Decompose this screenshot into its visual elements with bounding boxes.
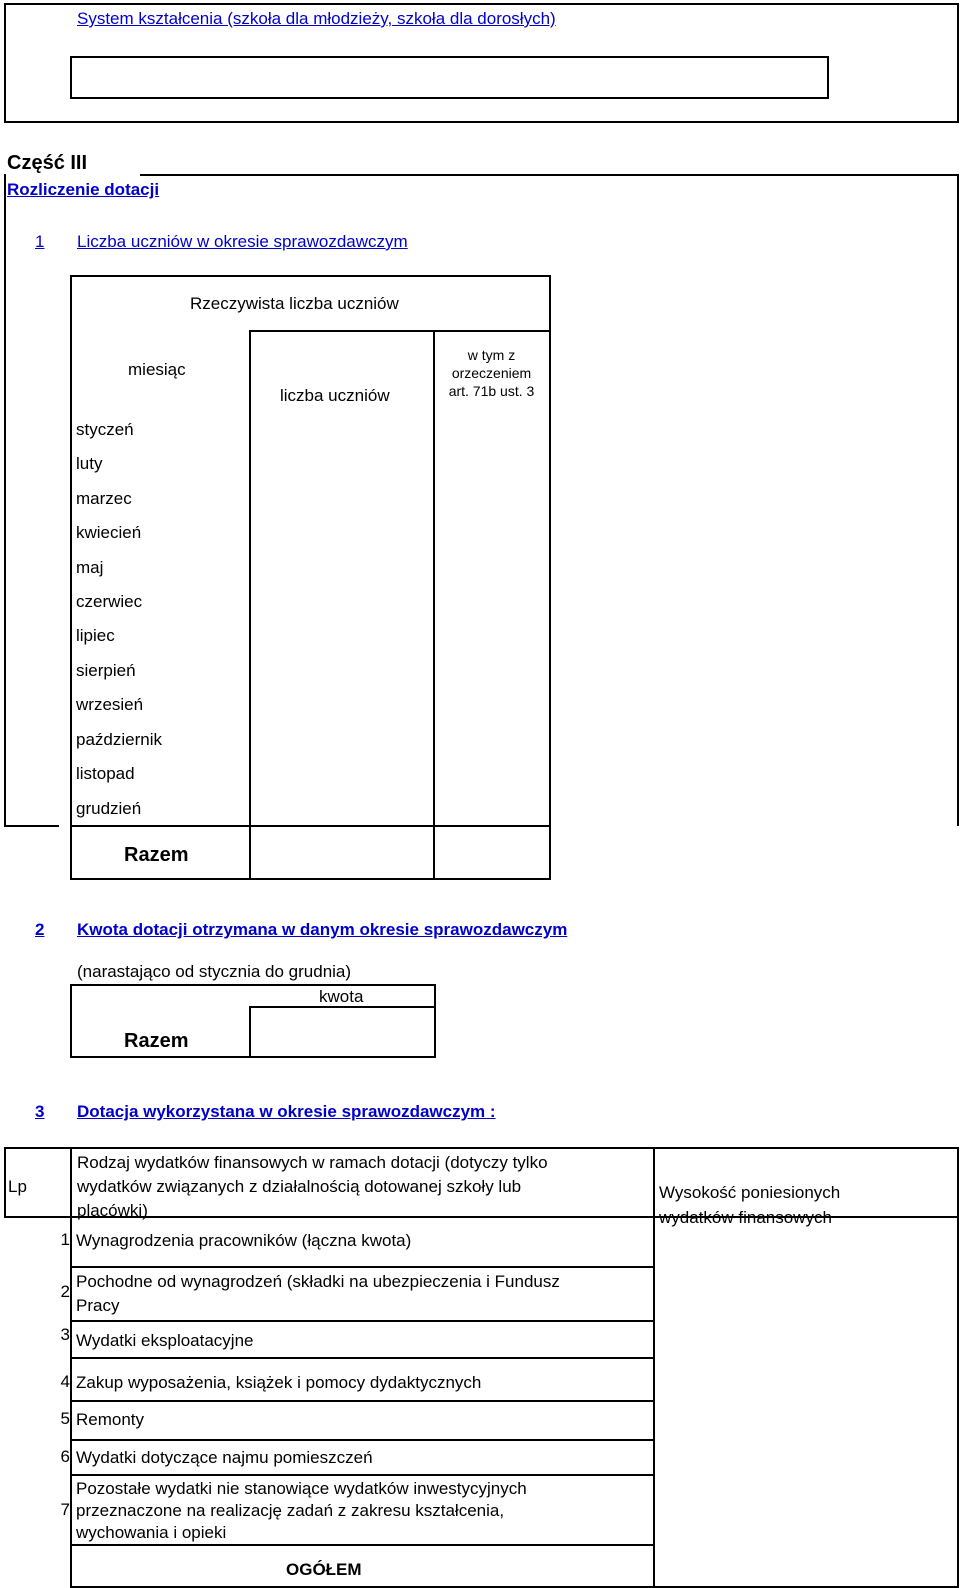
expense-lp: 1 — [60, 1230, 70, 1249]
s3-amount-right — [957, 1216, 959, 1588]
month-row: grudzień — [76, 799, 142, 818]
s3-col-lp: Lp — [8, 1177, 27, 1196]
s1-header-bottom — [70, 825, 551, 827]
s3-table-top — [4, 1147, 959, 1149]
section3-number: 3 — [35, 1102, 45, 1121]
section3-title: Dotacja wykorzystana w okresie sprawozdawczym : — [77, 1102, 496, 1121]
s3-table-left — [4, 1147, 6, 1218]
s1-col-month-divider — [249, 330, 251, 879]
s3-col-type — [77, 1151, 548, 1223]
month-row: luty — [76, 454, 103, 473]
expense-label-line: przeznaczone na realizację zadań z zakresu kształcenia, — [76, 1501, 505, 1520]
s3-row-line — [70, 1544, 655, 1546]
s2-table-top — [70, 984, 436, 986]
s3-row-line — [70, 1400, 655, 1402]
s1-col-special-line-2: orzeczeniem — [451, 365, 532, 381]
s1-col-count-divider — [433, 330, 435, 879]
s2-table-right — [434, 984, 436, 1058]
s3-col-type-line-2: wydatków związanych z działalnością dotowanej szkoły lub — [77, 1177, 522, 1196]
expense-label-line: Zakup wyposażenia, książek i pomocy dydaktycznych — [76, 1373, 482, 1392]
part-title: Część III — [7, 152, 88, 174]
expense-lp: 2 — [60, 1282, 70, 1301]
system-label: System kształcenia (szkoła dla młodzieży, szkoła dla dorosłych) — [77, 9, 556, 28]
s3-row-line — [70, 1474, 655, 1476]
part-frame-right — [957, 174, 959, 826]
s3-col-amount — [659, 1180, 840, 1230]
s1-col-month: miesiąc — [128, 360, 186, 379]
s2-table-left — [70, 984, 72, 1058]
s3-total-left — [70, 1544, 72, 1588]
s3-col-type-line-3: placówki) — [77, 1201, 148, 1220]
month-row: lipiec — [76, 626, 115, 645]
s3-row-line — [70, 1439, 655, 1441]
expense-label — [76, 1270, 560, 1318]
expense-lp: 3 — [60, 1325, 70, 1344]
s2-total-amount-field[interactable] — [251, 1008, 434, 1056]
s2-col-amount: kwota — [319, 987, 364, 1006]
s1-header-group: Rzeczywista liczba uczniów — [190, 294, 399, 313]
expense-label-line: Wydatki eksploatacyjne — [76, 1331, 254, 1350]
expense-label — [76, 1447, 373, 1468]
month-row: październik — [76, 730, 162, 749]
s2-table-bottom — [70, 1056, 436, 1058]
expense-lp: 7 — [60, 1500, 70, 1519]
section1-title: Liczba uczniów w okresie sprawozdawczym — [77, 232, 408, 251]
month-row: maj — [76, 558, 104, 577]
expense-label-line: Wydatki dotyczące najmu pomieszczeń — [76, 1448, 373, 1467]
s1-group-divider — [249, 330, 551, 332]
s1-col-special — [434, 346, 549, 400]
month-row: wrzesień — [76, 695, 144, 714]
month-row: czerwiec — [76, 592, 143, 611]
expense-lp: 4 — [60, 1372, 70, 1391]
month-row: listopad — [76, 764, 135, 783]
s1-total-label: Razem — [124, 844, 189, 866]
s1-col-special-line-3: art. 71b ust. 3 — [448, 383, 535, 399]
expense-label — [76, 1230, 411, 1251]
expense-label-line: Pochodne od wynagrodzeń (składki na ubezpieczenia i Fundusz — [76, 1272, 560, 1291]
expense-label-line: Pracy — [76, 1296, 120, 1315]
s2-total-label: Razem — [124, 1030, 189, 1052]
s1-table-top — [70, 275, 551, 277]
s3-row-line — [70, 1357, 655, 1359]
section2-number: 2 — [35, 920, 45, 939]
s3-type-divider — [653, 1147, 655, 1588]
part-frame-top — [140, 174, 959, 176]
part-frame-left — [4, 174, 6, 826]
expense-label — [76, 1478, 527, 1544]
month-row: marzec — [76, 489, 132, 508]
section1-number: 1 — [35, 232, 45, 251]
s1-col-special-line-1: w tym z — [467, 347, 516, 363]
s3-row-line — [70, 1320, 655, 1322]
expense-label-line: wychowania i opieki — [76, 1523, 227, 1542]
section2-note: (narastająco od stycznia do grudnia) — [77, 962, 352, 981]
s3-row-line — [70, 1266, 655, 1268]
s3-col-amount-line-2: wydatków finansowych — [659, 1208, 832, 1227]
s3-table-right — [957, 1147, 959, 1218]
part-frame-bottom — [4, 825, 59, 827]
s1-table-bottom — [70, 878, 551, 880]
s3-col-type-line-1: Rodzaj wydatków finansowych w ramach dotacji (dotyczy tylko — [77, 1153, 548, 1172]
s3-total-label: OGÓŁEM — [286, 1560, 362, 1579]
expense-lp: 5 — [60, 1409, 70, 1428]
expense-label-line: Wynagrodzenia pracowników (łączna kwota) — [76, 1231, 412, 1250]
s1-col-count: liczba uczniów — [280, 386, 390, 405]
part-subtitle: Rozliczenie dotacji — [7, 180, 160, 199]
expense-label-line: Pozostałe wydatki nie stanowiące wydatków inwestycyjnych — [76, 1479, 527, 1498]
system-input[interactable] — [70, 56, 829, 99]
month-row: styczeń — [76, 420, 134, 439]
s1-table-right — [549, 275, 551, 879]
s3-lp-divider — [70, 1147, 72, 1545]
expense-label — [76, 1330, 254, 1351]
month-row: sierpień — [76, 661, 136, 680]
month-row: kwiecień — [76, 523, 142, 542]
expense-lp: 6 — [60, 1447, 70, 1466]
section2-title: Kwota dotacji otrzymana w danym okresie sprawozdawczym — [77, 920, 568, 939]
expense-label-line: Remonty — [76, 1410, 145, 1429]
s3-col-amount-line-1: Wysokość poniesionych — [659, 1183, 841, 1202]
expense-label — [76, 1372, 481, 1393]
expense-label — [76, 1409, 144, 1430]
s1-table-left — [70, 275, 72, 879]
